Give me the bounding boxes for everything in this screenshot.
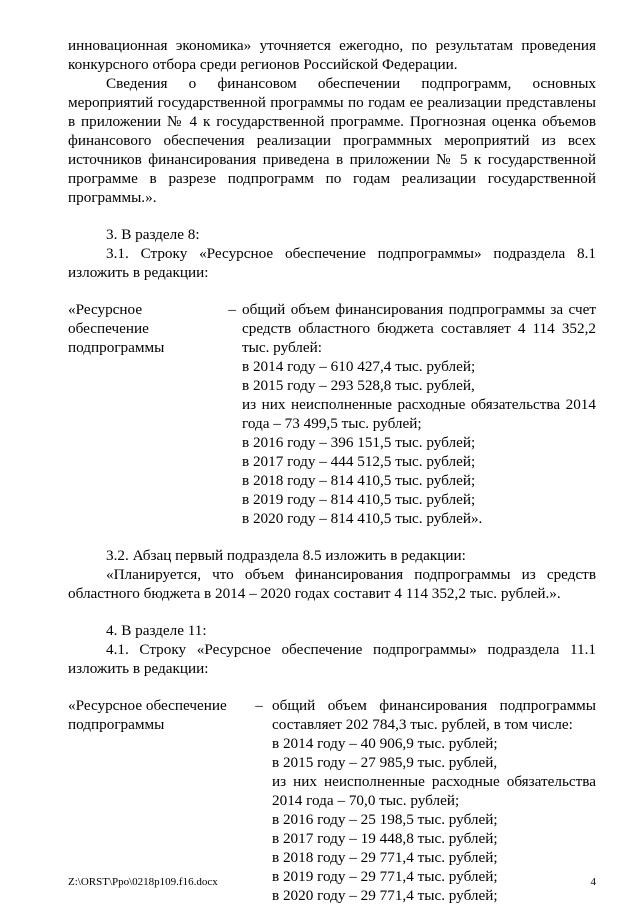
- resource-block-2-intro: общий объем финансирования подпрограммы составляет 202 784,3 тыс. рублей, в том числе:: [272, 697, 596, 733]
- resource-block-1-line: в 2015 году – 293 528,8 тыс. рублей,: [242, 377, 475, 394]
- resource-block-1-dash: –: [228, 301, 236, 318]
- resource-block-2-line: в 2015 году – 27 985,9 тыс. рублей,: [272, 754, 498, 771]
- item-3-1: 3.1. Строку «Ресурсное обеспечение подпрограммы» подраздела 8.1 изложить в редакции:: [68, 245, 596, 281]
- resource-block-2-line: в 2014 году – 40 906,9 тыс. рублей;: [272, 735, 498, 752]
- resource-block-1-line: из них неисполненные расходные обязательства 2014 года – 73 499,5 тыс. рублей;: [242, 396, 596, 432]
- resource-block-2-line: в 2018 году – 29 771,4 тыс. рублей;: [272, 849, 498, 866]
- resource-block-1-text: [242, 300, 596, 528]
- resource-block-2-line: в 2020 году – 29 771,4 тыс. рублей;: [272, 887, 498, 904]
- resource-block-2-line: в 2019 году – 29 771,4 тыс. рублей;: [272, 868, 498, 885]
- document-page: [68, 36, 596, 905]
- resource-block-2-line: в 2017 году – 19 448,8 тыс. рублей;: [272, 830, 498, 847]
- resource-block-1-intro: общий объем финансирования подпрограммы за счет средств областного бюджета составляет 4 114 352,2 тыс. рублей:: [242, 301, 596, 356]
- item-4-1: 4.1. Строку «Ресурсное обеспечение подпрограммы» подраздела 11.1 изложить в редакции:: [68, 641, 596, 677]
- resource-block-1-line: в 2018 году – 814 410,5 тыс. рублей;: [242, 472, 476, 489]
- page-footer: [68, 876, 596, 888]
- page-number: 4: [590, 876, 596, 888]
- resource-block-2-text: [272, 696, 596, 905]
- resource-block-1-line: в 2016 году – 396 151,5 тыс. рублей;: [242, 434, 476, 451]
- resource-block-1: [68, 300, 596, 528]
- section-4-heading: 4. В разделе 11:: [106, 622, 207, 639]
- item-3-2: 3.2. Абзац первый подраздела 8.5 изложить в редакции:: [106, 547, 466, 564]
- item-3-2-quote: «Планируется, что объем финансирования подпрограммы из средств областного бюджета в 2014 – 2020 годах составит 4 114 352,2 тыс. рублей.».: [68, 566, 596, 602]
- resource-block-2-line: из них неисполненные расходные обязательства 2014 года – 70,0 тыс. рублей;: [272, 773, 596, 809]
- resource-block-2-line: в 2016 году – 25 198,5 тыс. рублей;: [272, 811, 498, 828]
- resource-block-1-line: в 2020 году – 814 410,5 тыс. рублей».: [242, 510, 483, 527]
- resource-block-1-line: в 2019 году – 814 410,5 тыс. рублей;: [242, 491, 476, 508]
- paragraph-1: инновационная экономика» уточняется ежегодно, по результатам проведения конкурсного отбора среди регионов Российской Федерации.: [68, 37, 596, 73]
- resource-block-1-line: в 2014 году – 610 427,4 тыс. рублей;: [242, 358, 476, 375]
- resource-block-1-label: «Ресурсное обеспечение подпрограммы: [68, 301, 165, 356]
- file-path: Z:\ORST\Ppo\0218p109.f16.docx: [68, 876, 218, 888]
- section-3-heading: 3. В разделе 8:: [106, 226, 200, 243]
- resource-block-2-dash: –: [255, 697, 263, 714]
- paragraph-2: Сведения о финансовом обеспечении подпрограмм, основных мероприятий государственной программы по годам ее реализации представлены в приложении № 4 к государственной программе. Прогнозная оценка объемов финансового обеспечения реализации программных мероприятий из всех источников финансирования приведена в приложении № 5 к государственной программе в разрезе подпрограмм по годам реализации государственной программы.».: [68, 75, 596, 206]
- resource-block-1-line: в 2017 году – 444 512,5 тыс. рублей;: [242, 453, 476, 470]
- resource-block-2: [68, 696, 596, 905]
- resource-block-2-label: «Ресурсное обеспечение подпрограммы: [68, 697, 227, 733]
